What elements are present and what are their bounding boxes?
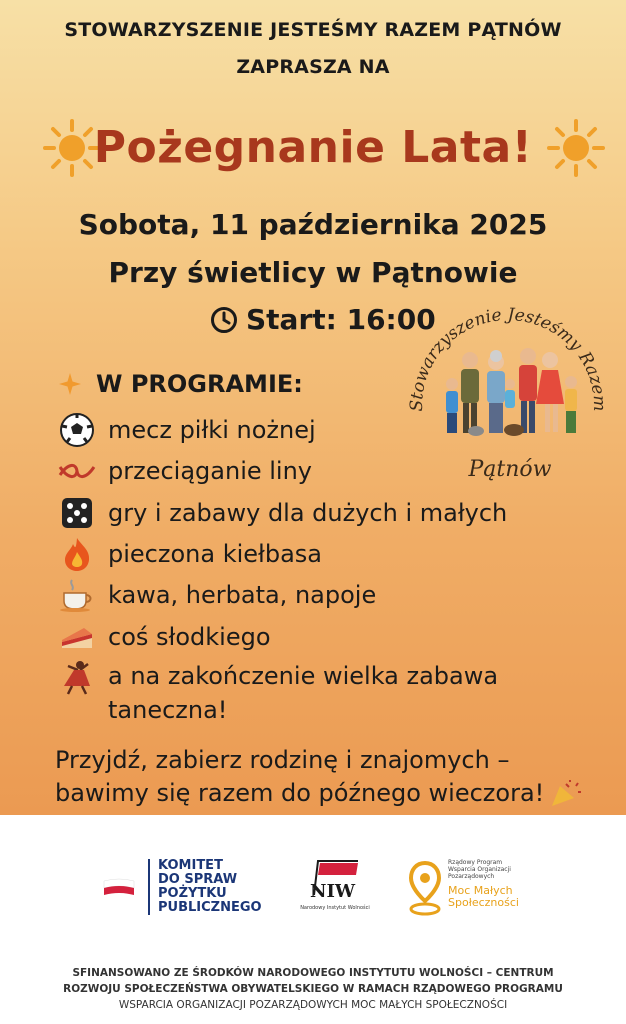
program-item-label: pieczona kiełbasa bbox=[108, 540, 322, 568]
program-item bbox=[58, 618, 271, 656]
funding-line: ROZWOJU SPOŁECZEŃSTWA OBYWATELSKIEGO W RAMACH RZĄDOWEGO PROGRAMU bbox=[63, 983, 563, 995]
moc-name bbox=[448, 885, 519, 909]
invite-line: Przyjdź, zabierz rodzinę i znajomych – bbox=[55, 746, 510, 774]
sparkle-icon bbox=[58, 372, 82, 396]
program-item bbox=[58, 452, 312, 490]
niw-logo bbox=[296, 857, 374, 925]
org-name: STOWARZYSZENIE JESTEŚMY RAZEM PĄTNÓW bbox=[64, 19, 562, 41]
family-illustration bbox=[446, 348, 577, 436]
invite-text bbox=[55, 744, 595, 810]
invite-line-text: bawimy się razem do późnego wieczora! bbox=[55, 779, 545, 807]
event-date: Sobota, 11 października 2025 bbox=[78, 208, 548, 241]
event-place: Przy świetlicy w Pątnowie bbox=[108, 256, 518, 289]
program-item bbox=[58, 494, 507, 532]
moc-name-line: Moc Małych bbox=[448, 884, 513, 897]
association-logo bbox=[404, 298, 610, 488]
start-label: Start: 16:00 bbox=[246, 303, 436, 336]
moc-name-line: Społeczności bbox=[448, 896, 519, 909]
program-item bbox=[58, 411, 316, 449]
committee-line: DO SPRAW bbox=[158, 872, 238, 887]
niw-small-text: Narodowy Instytut Wolności bbox=[300, 905, 370, 911]
program-item bbox=[58, 535, 322, 573]
cake-icon bbox=[58, 618, 96, 656]
logo-arc-text: Stowarzyszenie Jesteśmy Razem bbox=[406, 304, 610, 412]
program-heading-label: W PROGRAMIE: bbox=[96, 370, 303, 398]
funding-line: WSPARCIA ORGANIZACJI POZARZĄDOWYCH MOC MAŁYCH SPOŁECZNOŚCI bbox=[118, 999, 508, 1011]
invite-line bbox=[55, 777, 595, 810]
moc-logo bbox=[408, 859, 538, 923]
event-title: Pożegnanie Lata! bbox=[93, 122, 533, 173]
party-popper-icon bbox=[550, 780, 582, 808]
program-item-label: przeciąganie liny bbox=[108, 457, 312, 485]
funding-line: SFINANSOWANO ZE ŚRODKÓW NARODOWEGO INSTYTUTU WOLNOŚCI – CENTRUM bbox=[72, 967, 554, 979]
logo-bottom-text: Pątnów bbox=[468, 457, 552, 482]
moc-small-line: Rządowy Program bbox=[448, 859, 503, 866]
fire-icon bbox=[58, 535, 96, 573]
program-item bbox=[58, 576, 376, 614]
program-item-label: gry i zabawy dla dużych i małych bbox=[108, 499, 508, 527]
clock-icon bbox=[210, 306, 238, 334]
footer bbox=[0, 815, 626, 1024]
committee-line: POŻYTKU bbox=[158, 886, 227, 901]
dice-icon bbox=[58, 494, 96, 532]
committee-logo bbox=[148, 859, 262, 915]
location-pin-icon bbox=[408, 861, 442, 919]
title-row bbox=[0, 114, 626, 190]
polish-flag-icon bbox=[102, 877, 136, 899]
soccer-ball-icon bbox=[58, 411, 96, 449]
committee-line: KOMITET bbox=[158, 858, 223, 873]
start-time bbox=[210, 303, 436, 336]
rope-icon bbox=[58, 452, 96, 490]
committee-line: PUBLICZNEGO bbox=[158, 900, 262, 915]
program-item-label: coś słodkiego bbox=[108, 623, 271, 651]
invites-text: ZAPRASZA NA bbox=[236, 56, 390, 78]
niw-text: NIW bbox=[310, 881, 356, 902]
program-heading bbox=[58, 370, 303, 398]
dancer-icon bbox=[58, 659, 96, 697]
program-item-label: kawa, herbata, napoje bbox=[108, 581, 377, 609]
coffee-cup-icon bbox=[58, 576, 96, 614]
moc-small-line: Wsparcia Organizacji bbox=[448, 866, 511, 873]
moc-small-line: Pozarządowych bbox=[448, 873, 495, 880]
program-item bbox=[58, 659, 578, 727]
moc-small-text bbox=[448, 859, 511, 880]
sun-icon bbox=[546, 118, 606, 178]
program-item-label: mecz piłki nożnej bbox=[108, 416, 316, 444]
program-item-label: a na zakończenie wielka zabawa taneczna! bbox=[108, 662, 499, 724]
